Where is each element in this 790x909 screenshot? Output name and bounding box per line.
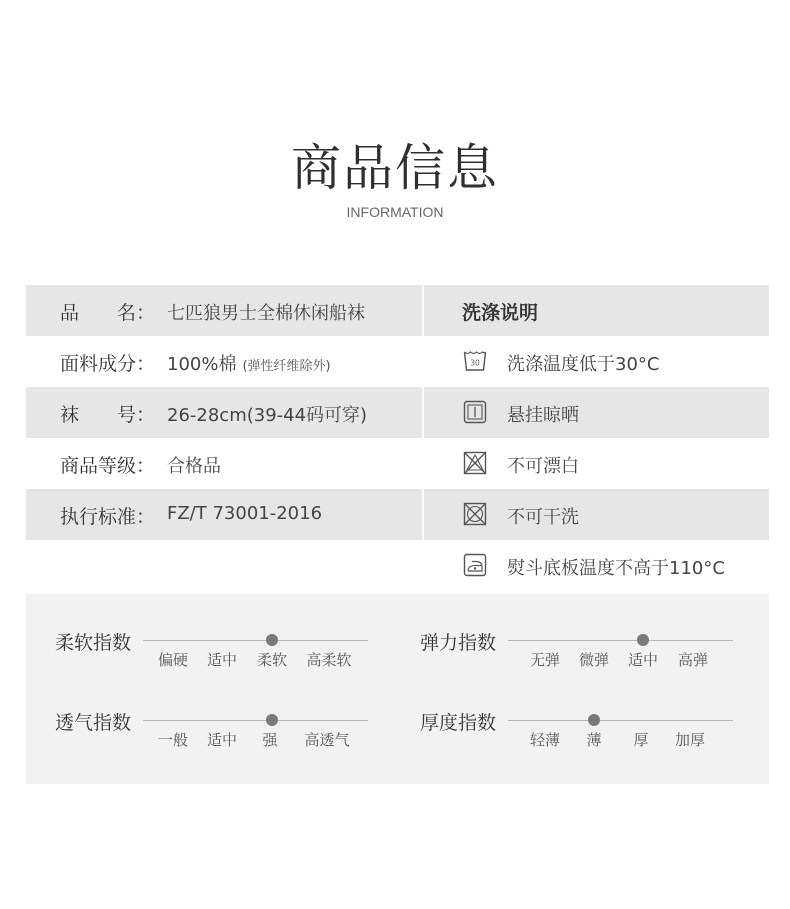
wash-text: 悬挂晾晒 [507, 405, 579, 426]
index-option: 柔软 [256, 651, 288, 669]
spec-value-text: 七匹狼男士全棉休闲船袜 [167, 303, 365, 324]
spec-value-text: 26-28cm(39-44码可穿) [167, 405, 368, 426]
index-option: 高透气 [304, 731, 350, 749]
index-option: 加厚 [674, 731, 706, 749]
spec-value-text: 100%棉 [167, 354, 237, 375]
no-dry-clean-icon [463, 502, 487, 526]
index-option: 薄 [586, 731, 602, 749]
index-option: 一般 [157, 731, 189, 749]
spec-label-standard: 执行标准： [60, 506, 156, 528]
index-marker [266, 714, 278, 726]
spec-value-grade [167, 452, 221, 478]
spec-label-material: 面料成分： [60, 353, 156, 375]
index-track [143, 720, 368, 721]
wash-text: 熨斗底板温度不高于110°C [507, 558, 725, 579]
index-option: 强 [262, 731, 278, 749]
page-subtitle: INFORMATION [346, 204, 444, 220]
spec-cell [26, 336, 422, 387]
spec-label-size: 袜 号： [60, 404, 156, 426]
wash-text: 不可干洗 [507, 507, 579, 528]
spec-row [26, 438, 769, 489]
index-track [508, 720, 733, 721]
index-option: 高弹 [677, 651, 709, 669]
index-option: 适中 [206, 731, 238, 749]
spec-label-grade: 商品等级： [60, 455, 156, 477]
index-label: 弹力指数 [420, 632, 497, 654]
wash-text: 洗涤温度低于30°C [507, 354, 660, 375]
index-label: 厚度指数 [420, 712, 497, 734]
wash-item [424, 438, 769, 489]
spec-cell [26, 438, 422, 489]
index-marker [637, 634, 649, 646]
spec-label-name: 品 名： [60, 302, 156, 324]
wash-title-cell [424, 285, 769, 336]
wash-item [424, 336, 769, 387]
index-track [508, 640, 733, 641]
spec-cell [26, 387, 422, 438]
hang-dry-icon [463, 400, 487, 424]
index-panel [26, 594, 769, 784]
index-marker [266, 634, 278, 646]
spec-value-text: 合格品 [167, 456, 221, 477]
spec-value-note: (弹性纤维除外) [242, 359, 331, 374]
index-option: 微弹 [578, 651, 610, 669]
spec-row [26, 540, 769, 591]
spec-value-name [167, 299, 365, 325]
index-option: 无弹 [529, 651, 561, 669]
page-title: 商品信息 [291, 139, 499, 197]
wash-temp-text: 30 [470, 358, 480, 368]
wash-title: 洗涤说明 [462, 302, 539, 324]
wash-text: 不可漂白 [507, 456, 579, 477]
spec-value-material [167, 350, 331, 376]
wash-item [424, 540, 769, 591]
spec-value-size [167, 401, 367, 427]
spec-table [26, 285, 769, 591]
index-track [143, 640, 368, 641]
index-option: 偏硬 [157, 651, 189, 669]
wash-item [424, 489, 769, 540]
spec-row [26, 285, 769, 336]
index-option: 适中 [206, 651, 238, 669]
index-option: 轻薄 [529, 731, 561, 749]
no-bleach-icon [463, 451, 487, 475]
spec-row [26, 387, 769, 438]
spec-row [26, 489, 769, 540]
iron-icon [463, 553, 487, 577]
spec-value-text: FZ/T 73001-2016 [167, 503, 323, 524]
wash-item [424, 387, 769, 438]
spec-row [26, 336, 769, 387]
wash-30-icon [463, 349, 487, 373]
index-option: 适中 [627, 651, 659, 669]
index-label: 透气指数 [55, 712, 132, 734]
index-option: 厚 [633, 731, 649, 749]
index-label: 柔软指数 [55, 632, 132, 654]
index-marker [588, 714, 600, 726]
spec-value-standard [167, 503, 322, 524]
spec-cell [26, 489, 422, 540]
spec-cell [26, 285, 422, 336]
index-option: 高柔软 [306, 651, 352, 669]
